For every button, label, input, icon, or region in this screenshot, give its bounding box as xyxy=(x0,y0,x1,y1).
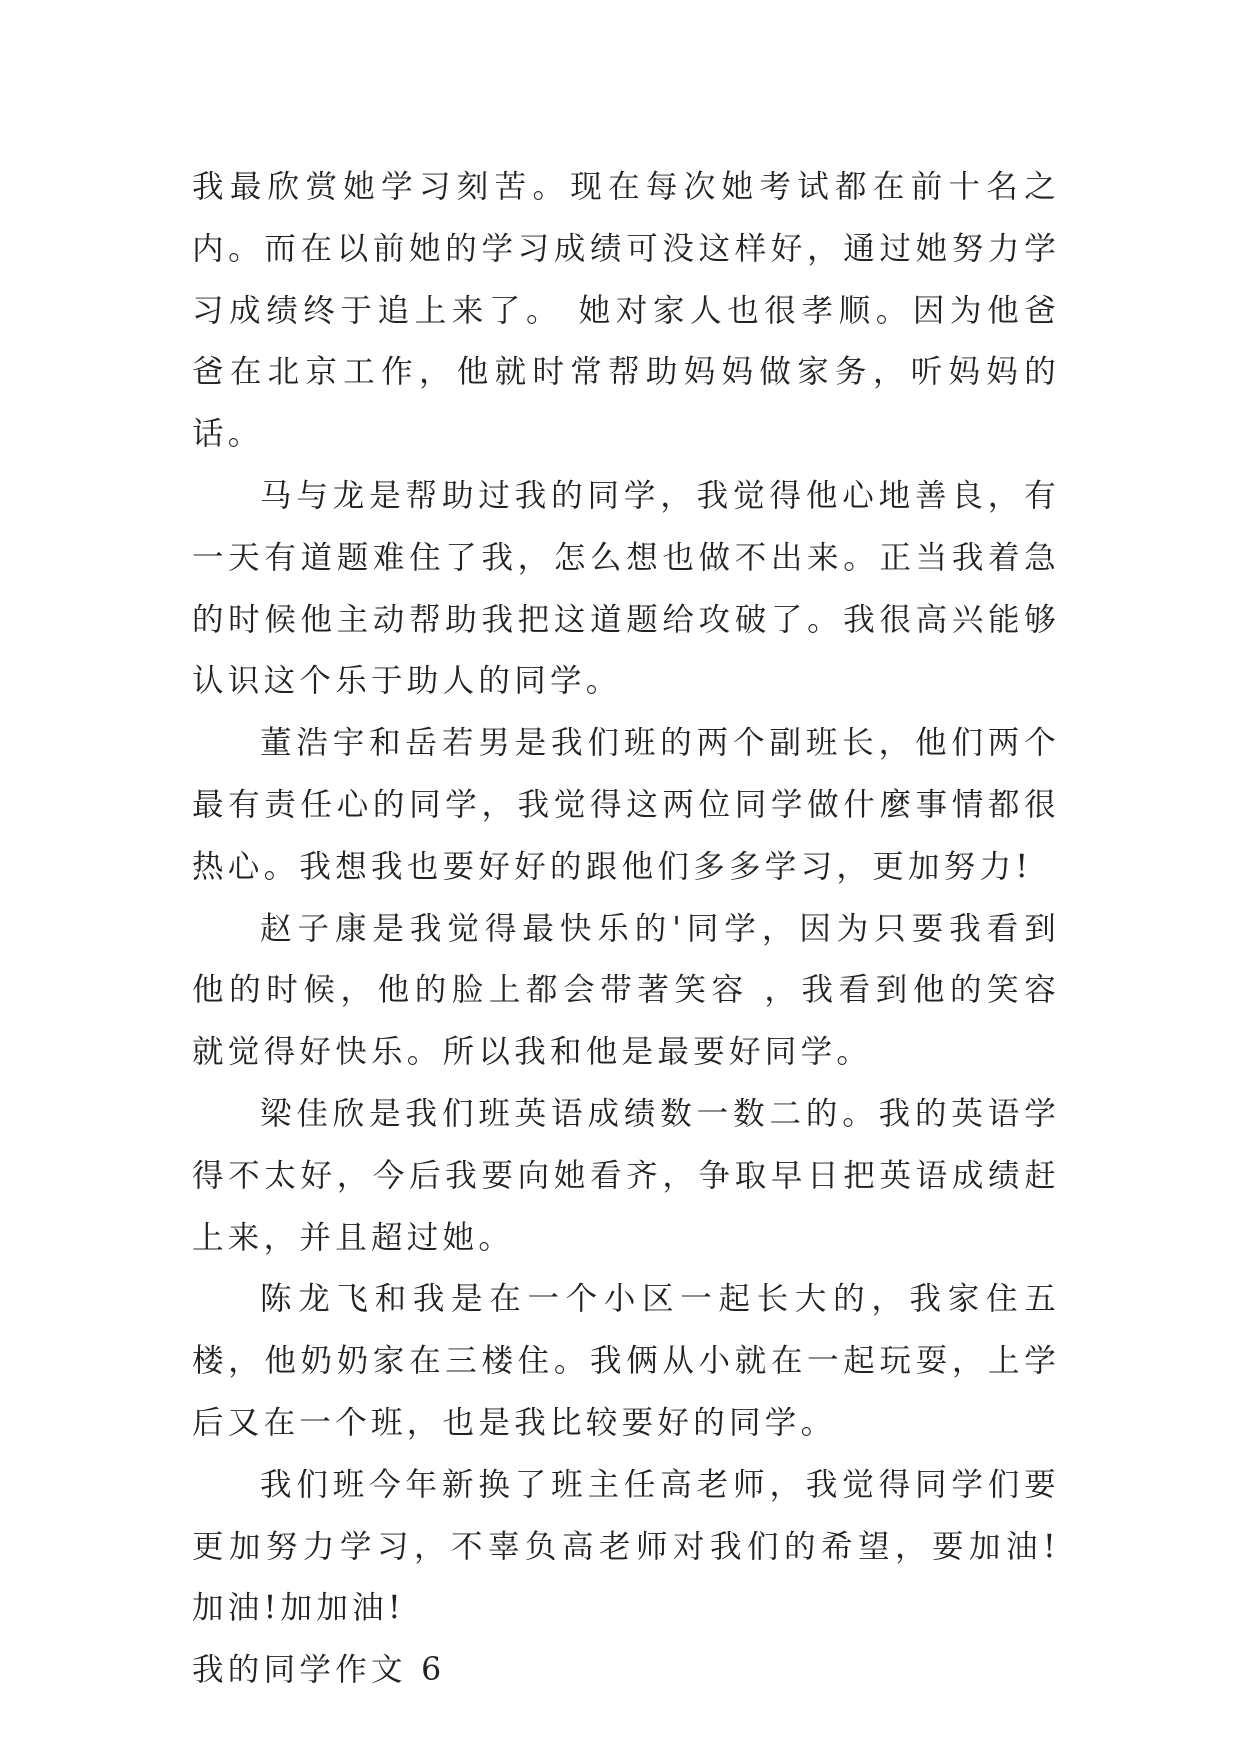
paragraph-1: 我最欣赏她学习刻苦。现在每次她考试都在前十名之内。而在以前她的学习成绩可没这样好，通过她努力学习成绩终于追上来了。 她对家人也很孝顺。因为他爸爸在北京工作，他就时常帮助妈妈做家务，听妈妈的话。 xyxy=(192,169,1060,453)
document-body xyxy=(192,157,1060,1702)
section-heading: 我的同学作文 6 xyxy=(192,1652,446,1689)
paragraph-4: 赵子康是我觉得最快乐的'同学，因为只要我看到他的时候，他的脸上都会带著笑容 ，我看到他的笑容就觉得好快乐。所以我和他是最要好同学。 xyxy=(192,910,1060,1071)
paragraph-5: 梁佳欣是我们班英语成绩数一数二的。我的英语学得不太好，今后我要向她看齐，争取早日把英语成绩赶上来，并且超过她。 xyxy=(192,1095,1060,1256)
paragraph-2: 马与龙是帮助过我的同学，我觉得他心地善良，有一天有道题难住了我，怎么想也做不出来。正当我着急的时候他主动帮助我把这道题给攻破了。我很高兴能够认识这个乐于助人的同学。 xyxy=(192,477,1060,700)
paragraph-3: 董浩宇和岳若男是我们班的两个副班长，他们两个最有责任心的同学，我觉得这两位同学做什麼事情都很热心。我想我也要好好的跟他们多多学习，更加努力! xyxy=(192,725,1060,885)
paragraph-7: 我们班今年新换了班主任高老师，我觉得同学们要更加努力学习，不辜负高老师对我们的希望，要加油!加油!加加油! xyxy=(192,1466,1060,1627)
paragraph-6: 陈龙飞和我是在一个小区一起长大的，我家住五楼，他奶奶家在三楼住。我俩从小就在一起玩耍，上学后又在一个班，也是我比较要好的同学。 xyxy=(192,1281,1060,1441)
